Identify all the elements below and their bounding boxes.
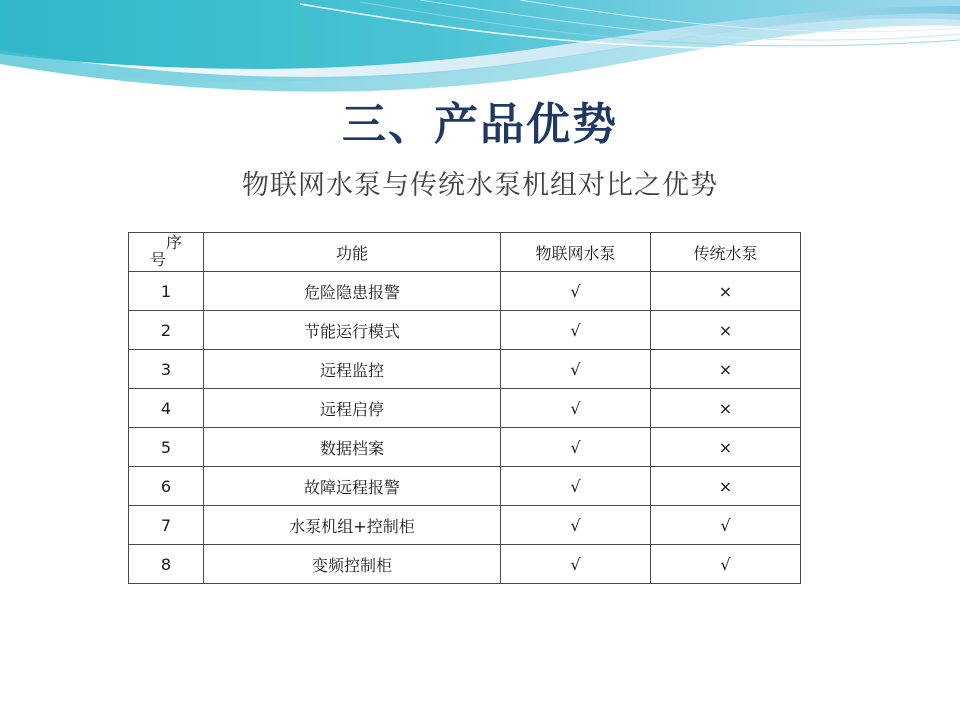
cell-traditional-mark: × bbox=[651, 428, 801, 467]
cell-index: 4 bbox=[129, 389, 204, 428]
cell-index: 2 bbox=[129, 311, 204, 350]
cell-function: 节能运行模式 bbox=[204, 311, 501, 350]
cell-traditional-mark: × bbox=[651, 389, 801, 428]
cell-traditional-mark: √ bbox=[651, 545, 801, 584]
cell-iot-mark: √ bbox=[501, 389, 651, 428]
cell-index: 6 bbox=[129, 467, 204, 506]
header-cell-traditional-pump: 传统水泵 bbox=[651, 233, 801, 272]
header-cell-iot-pump: 物联网水泵 bbox=[501, 233, 651, 272]
cell-iot-mark: √ bbox=[501, 350, 651, 389]
slide-subtitle: 物联网水泵与传统水泵机组对比之优势 bbox=[242, 170, 718, 201]
table-header-row bbox=[129, 233, 801, 272]
cell-iot-mark: √ bbox=[501, 311, 651, 350]
table-row bbox=[129, 467, 801, 506]
comparison-table-container bbox=[128, 232, 800, 584]
cell-iot-mark: √ bbox=[501, 272, 651, 311]
cell-index: 7 bbox=[129, 506, 204, 545]
cell-iot-mark: √ bbox=[501, 506, 651, 545]
table-row bbox=[129, 389, 801, 428]
table-row bbox=[129, 311, 801, 350]
header-index-line2: 号 bbox=[149, 250, 166, 269]
table-row bbox=[129, 272, 801, 311]
table-row bbox=[129, 506, 801, 545]
cell-index: 8 bbox=[129, 545, 204, 584]
header-index-line1: 序 bbox=[165, 233, 182, 253]
cell-traditional-mark: × bbox=[651, 350, 801, 389]
header-cell-index bbox=[129, 233, 204, 272]
table-row bbox=[129, 428, 801, 467]
cell-traditional-mark: √ bbox=[651, 506, 801, 545]
cell-traditional-mark: × bbox=[651, 311, 801, 350]
cell-traditional-mark: × bbox=[651, 272, 801, 311]
cell-function: 数据档案 bbox=[204, 428, 501, 467]
table-row bbox=[129, 350, 801, 389]
cell-index: 5 bbox=[129, 428, 204, 467]
cell-function: 远程监控 bbox=[204, 350, 501, 389]
slide-title: 三、产品优势 bbox=[342, 99, 618, 150]
cell-function: 远程启停 bbox=[204, 389, 501, 428]
cell-function: 变频控制柜 bbox=[204, 545, 501, 584]
cell-function: 危险隐患报警 bbox=[204, 272, 501, 311]
cell-iot-mark: √ bbox=[501, 428, 651, 467]
cell-function: 故障远程报警 bbox=[204, 467, 501, 506]
cell-index: 3 bbox=[129, 350, 204, 389]
table-row bbox=[129, 545, 801, 584]
cell-function: 水泵机组+控制柜 bbox=[204, 506, 501, 545]
cell-index: 1 bbox=[129, 272, 204, 311]
cell-traditional-mark: × bbox=[651, 467, 801, 506]
cell-iot-mark: √ bbox=[501, 545, 651, 584]
header-cell-function: 功能 bbox=[204, 233, 501, 272]
comparison-table bbox=[128, 232, 801, 584]
cell-iot-mark: √ bbox=[501, 467, 651, 506]
